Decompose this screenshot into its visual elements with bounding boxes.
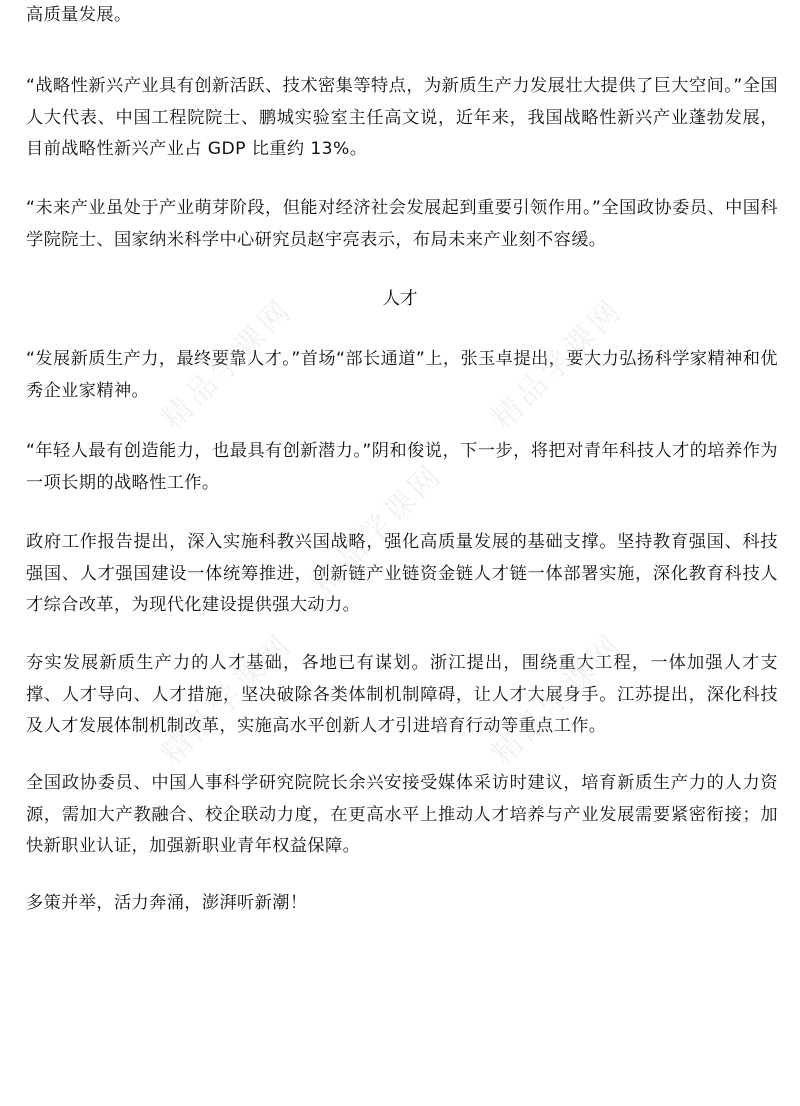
section-heading-talent: 人才 (382, 289, 418, 309)
paragraph-6: 政府工作报告提出，深入实施科教兴国战略，强化高质量发展的基础支撑。坚持教育强国、科技强国、人才强国建设一体统筹推进，创新链产业链资金链人才链一体部署实施，深化教育科技人才综合改革，为现代化建设提供强大动力。 (26, 532, 778, 615)
watermark-3: 精品学课网 (304, 456, 450, 602)
watermark-1: 精品学课网 (154, 291, 300, 437)
watermark-5: 精品学课网 (484, 626, 630, 772)
paragraph-5: “年轻人最有创造能力，也最具有创新潜力。”阴和俊说，下一步，将把对青年科技人才的培养作为一项长期的战略性工作。 (26, 441, 778, 493)
paragraph-7: 夯实发展新质生产力的人才基础，各地已有谋划。浙江提出，围绕重大工程，一体加强人才支撑、人才导向、人才措施，坚决破除各类体制机制障碍，让人才大展身手。江苏提出，深化科技及人才发展体制机制改革，实施高水平创新人才引进培育行动等重点工作。 (26, 653, 778, 736)
paragraph-4: “发展新质生产力，最终要靠人才。”首场“部长通道”上，张玉卓提出，要大力弘扬科学家精神和优秀企业家精神。 (26, 349, 778, 401)
paragraph-1: 高质量发展。 (26, 5, 132, 25)
watermark-4: 精品学课网 (154, 626, 300, 772)
paragraph-8: 全国政协委员、中国人事科学研究院院长余兴安接受媒体采访时建议，培育新质生产力的人力资源，需加大产教融合、校企联动力度，在更高水平上推动人才培养与产业发展需要紧密衔接；加快新职业认证，加强新职业青年权益保障。 (26, 773, 778, 856)
paragraph-9: 多策并举，活力奔涌，澎湃听新潮！ (26, 893, 308, 913)
paragraph-2: “战略性新兴产业具有创新活跃、技术密集等特点，为新质生产力发展壮大提供了巨大空间。”全国人大代表、中国工程院院士、鹏城实验室主任高文说，近年来，我国战略性新兴产业蓬勃发展，目前战略性新兴产业占 GDP 比重约 13%。 (26, 76, 778, 159)
watermark-2: 精品学课网 (484, 291, 630, 437)
paragraph-3: “未来产业虽处于产业萌芽阶段，但能对经济社会发展起到重要引领作用。”全国政协委员、中国科学院院士、国家纳米科学中心研究员赵宇亮表示，布局未来产业刻不容缓。 (26, 198, 778, 250)
